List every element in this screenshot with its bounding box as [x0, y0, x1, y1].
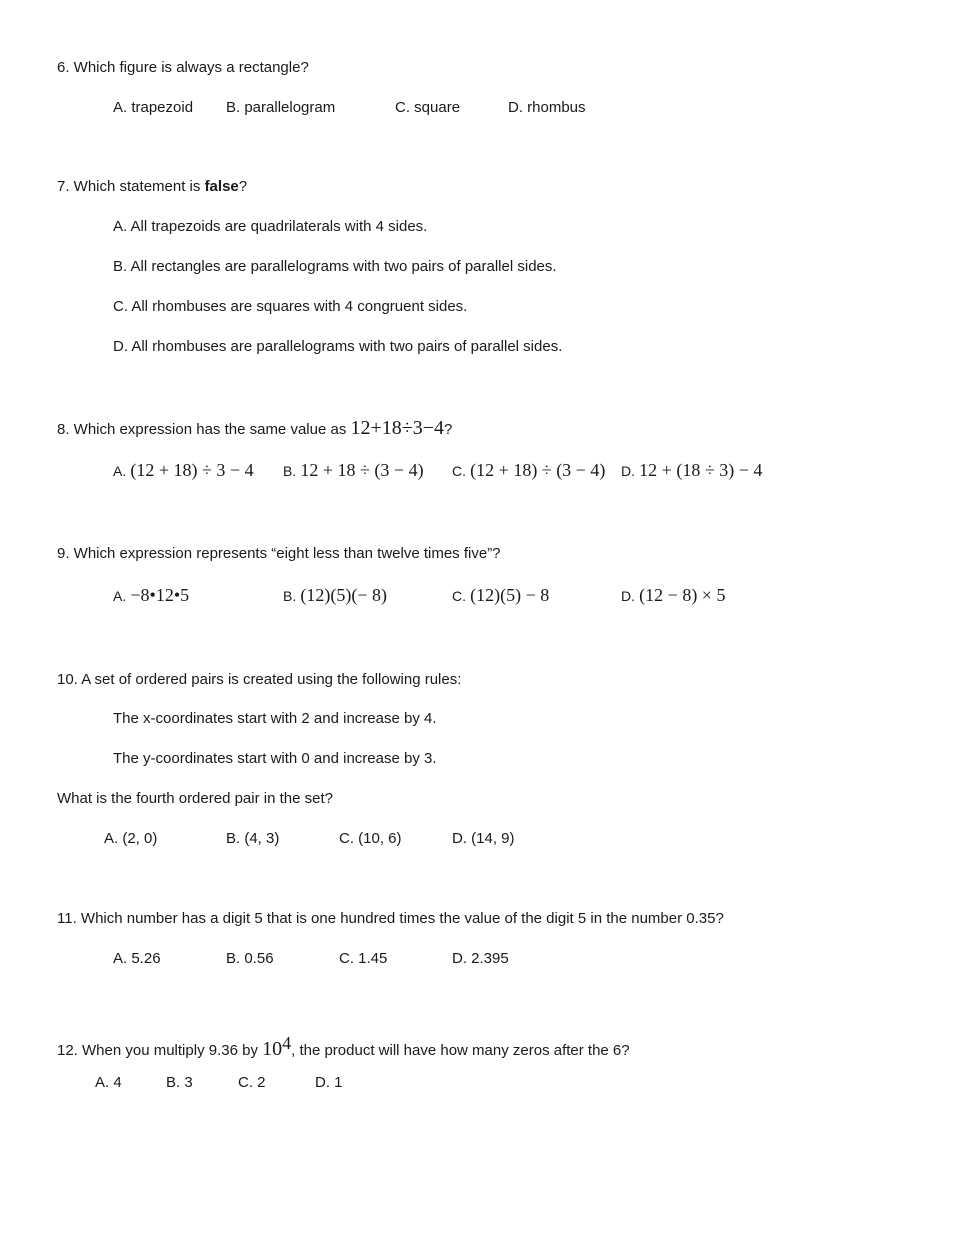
q9-option-b-letter: B.: [283, 588, 297, 604]
q8-option-c-letter: C.: [452, 463, 466, 479]
q11-option-c[interactable]: C. 1.45: [339, 950, 388, 967]
q12-stem-text: 12. When you multiply 9.36 by: [57, 1042, 263, 1059]
question-10-stem: 10. A set of ordered pairs is created using the following rules:: [57, 671, 462, 688]
q8-option-d-letter: D.: [621, 463, 635, 479]
q12-power-base: 10: [262, 1038, 283, 1060]
q12-option-a[interactable]: A. 4: [95, 1074, 122, 1091]
q10-option-d[interactable]: D. (14, 9): [452, 830, 515, 847]
q11-option-a[interactable]: A. 5.26: [113, 950, 161, 967]
q12-option-b[interactable]: B. 3: [166, 1074, 193, 1091]
q9-option-b[interactable]: [283, 585, 387, 607]
q9-option-c-letter: C.: [452, 588, 466, 604]
q8-option-b-expression: 12 + 18 ÷ (3 − 4): [300, 460, 424, 480]
q7-stem-end: ?: [238, 178, 248, 195]
q9-option-a-letter: A.: [113, 588, 127, 604]
q6-option-d[interactable]: D. rhombus: [508, 99, 586, 116]
q10-rule-x: The x-coordinates start with 2 and increase by 4.: [113, 710, 437, 727]
q12-stem-end: , the product will have how many zeros after the 6?: [291, 1042, 630, 1059]
q8-stem-expression: 12+18÷3−4: [350, 417, 445, 439]
q8-stem-end: ?: [444, 421, 453, 438]
q10-option-a[interactable]: A. (2, 0): [104, 830, 158, 847]
q8-stem-text: 8. Which expression has the same value as: [57, 421, 351, 438]
q7-option-a[interactable]: A. All trapezoids are quadrilaterals with 4 sides.: [113, 218, 428, 235]
q7-option-c[interactable]: C. All rhombuses are squares with 4 congruent sides.: [113, 298, 468, 315]
question-6-stem: 6. Which figure is always a rectangle?: [57, 59, 309, 76]
q7-stem-emphasis: false: [204, 178, 239, 195]
q7-option-d[interactable]: D. All rhombuses are parallelograms with two pairs of parallel sides.: [113, 338, 563, 355]
question-11-stem: 11. Which number has a digit 5 that is one hundred times the value of the digit 5 in the number 0.35?: [57, 910, 724, 927]
q9-option-d-expression: (12 − 8) × 5: [639, 585, 726, 605]
question-9-stem: 9. Which expression represents “eight less than twelve times five”?: [57, 545, 501, 562]
q8-option-b[interactable]: [283, 460, 424, 482]
q7-option-b[interactable]: B. All rectangles are parallelograms with two pairs of parallel sides.: [113, 258, 557, 275]
q9-option-c[interactable]: [452, 585, 549, 607]
q9-option-d-letter: D.: [621, 588, 635, 604]
q8-option-b-letter: B.: [283, 463, 297, 479]
question-7-stem: [57, 177, 247, 197]
q9-option-d[interactable]: [621, 585, 725, 607]
q10-question: What is the fourth ordered pair in the set?: [57, 790, 333, 807]
q12-option-c[interactable]: C. 2: [238, 1074, 266, 1091]
q11-option-b[interactable]: B. 0.56: [226, 950, 274, 967]
q9-option-a-expression: −8•12•5: [130, 585, 190, 605]
q6-option-a[interactable]: A. trapezoid: [113, 99, 194, 116]
question-12-stem: [57, 1033, 630, 1061]
question-8-stem: [57, 418, 452, 440]
q12-power-exponent: 4: [282, 1033, 292, 1053]
q9-option-b-expression: (12)(5)(− 8): [300, 585, 388, 605]
q12-option-d[interactable]: D. 1: [315, 1074, 343, 1091]
q11-option-d[interactable]: D. 2.395: [452, 950, 509, 967]
q10-option-c[interactable]: C. (10, 6): [339, 830, 402, 847]
q9-option-a[interactable]: [113, 585, 189, 607]
q10-rule-y: The y-coordinates start with 0 and increase by 3.: [113, 750, 437, 767]
q9-option-c-expression: (12)(5) − 8: [470, 585, 550, 605]
q8-option-a[interactable]: [113, 460, 254, 482]
q6-option-c[interactable]: C. square: [395, 99, 461, 116]
q8-option-c[interactable]: [452, 460, 605, 482]
q10-option-b[interactable]: B. (4, 3): [226, 830, 280, 847]
q8-option-a-letter: A.: [113, 463, 127, 479]
q7-stem-text: 7. Which statement is: [57, 178, 205, 195]
q6-option-b[interactable]: B. parallelogram: [226, 99, 336, 116]
q8-option-a-expression: (12 + 18) ÷ 3 − 4: [130, 460, 254, 480]
q8-option-d-expression: 12 + (18 ÷ 3) − 4: [639, 460, 763, 480]
q8-option-d[interactable]: [621, 460, 762, 482]
q8-option-c-expression: (12 + 18) ÷ (3 − 4): [470, 460, 606, 480]
